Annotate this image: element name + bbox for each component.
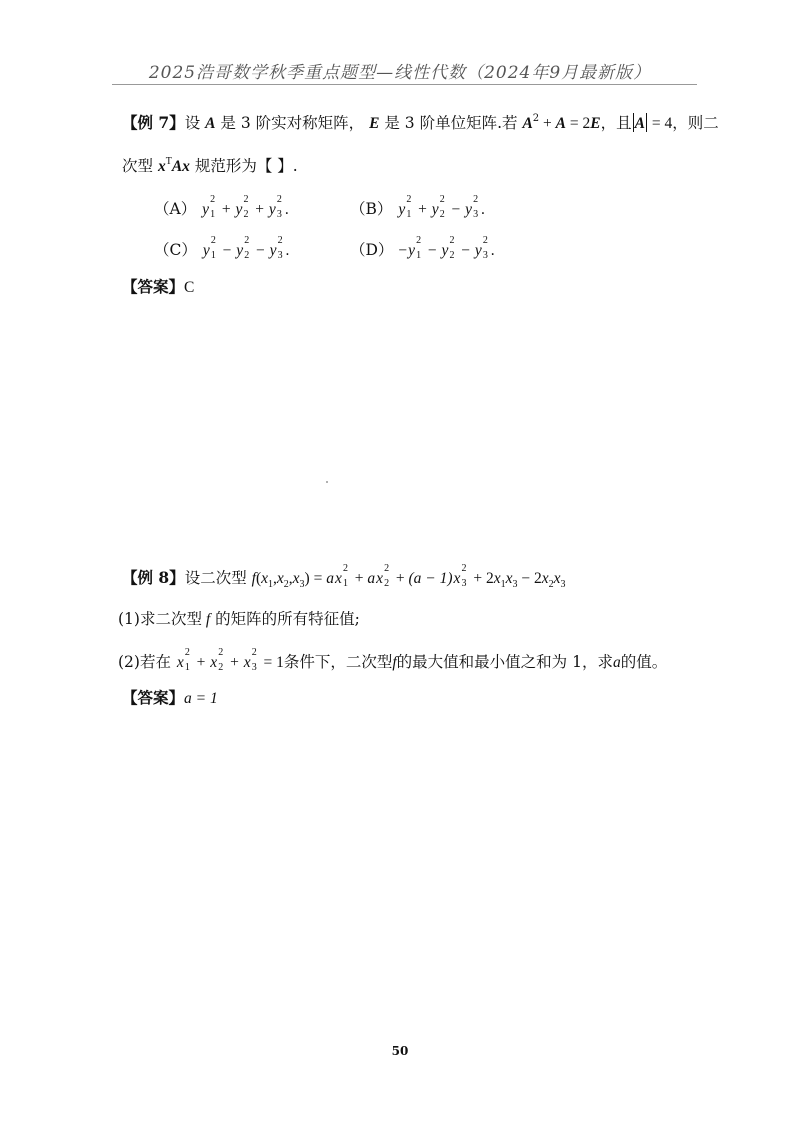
header-rule <box>112 84 697 85</box>
ex7-option-b: （B） y 2 1 + y 2 2 − y 2 3 . <box>350 194 485 220</box>
ex8-line1: 【例 8】设二次型 $f(x_1,x_2,x_3)$ = ax 2 1 + ax 2 2 + (a − 1)x 2 3 + $2x_1x_3 - 2x_2x_3$ <box>122 563 566 590</box>
page-number: 50 <box>391 1044 409 1058</box>
ex8-label: 【例 8】 <box>122 568 185 587</box>
ex7-line2: 次型 $x^TAx$ 规范形为【 】. <box>122 156 298 175</box>
ex7-option-c: （C） y 2 1 − y 2 2 − y 2 3 . <box>154 235 290 261</box>
ex7-option-d: （D） −y 2 1 − y 2 2 − y 2 3 . <box>350 235 495 261</box>
ex7-line1: 【例 7】设 A 是 3 阶实对称矩阵， E 是 3 阶单位矩阵.若 $A^2 + A = 2E$，且 A = 4，则二 <box>122 113 719 132</box>
ex7-option-a: （A） y 2 1 + y 2 2 + y 2 3 . <box>154 194 289 220</box>
ex8-q2: (2)若在 x 2 1 + x 2 2 + x 2 3 = 1条件下，二次型f的最大值和最小值之和为 1，求a的值。 <box>118 647 668 673</box>
scan-speck <box>326 481 328 483</box>
ex7-label: 【例 7】 <box>122 113 185 132</box>
ex7-answer-value: C <box>184 279 195 296</box>
page-header: 2025浩哥数学秋季重点题型—线性代数（2024年9月最新版） <box>148 63 652 83</box>
ex7-answer-label: 【答案】 <box>122 277 185 296</box>
ex8-answer <box>122 686 218 708</box>
ex8-q1: (1)求二次型 f 的矩阵的所有特征值; <box>118 610 360 628</box>
ex8-answer-value: a = 1 <box>184 690 218 707</box>
ex7-answer <box>122 275 194 297</box>
ex8-answer-label: 【答案】 <box>122 688 185 707</box>
